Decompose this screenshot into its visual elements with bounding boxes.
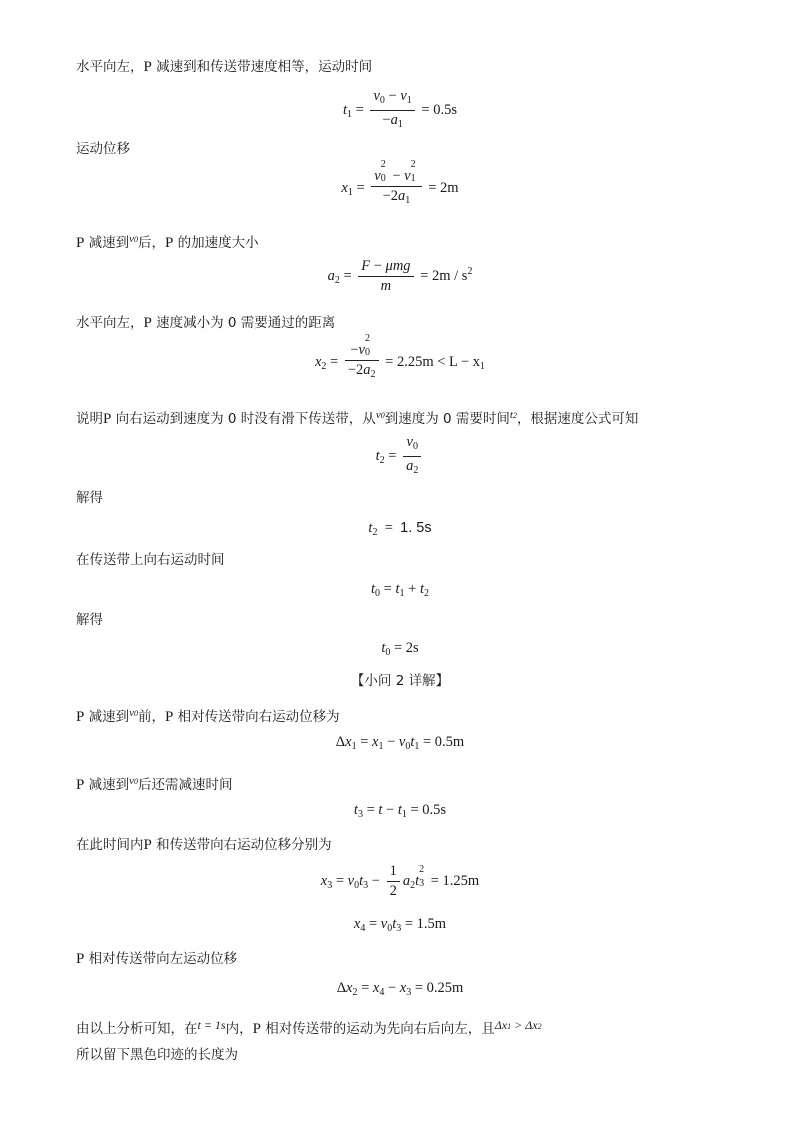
symbol-p: P [76,709,85,725]
symbol-p: P [76,235,85,251]
subscript: 0 [134,777,139,786]
fraction: $\frac{\text{F − μmg}}{m}$ [358,258,413,295]
equation-value: 1. 5s [400,520,432,536]
subscript: 0 [134,709,139,718]
text: 解得 [76,490,103,506]
fraction: $\frac{1}{2}$ [387,863,400,900]
text: 后， [138,235,166,251]
equation-delta-x2: $\Delta x_2 = x_4 - x_3 = 0.25m$ [336,980,464,998]
text: 相对传送带的运动为先向右后向左，且 [260,1021,495,1037]
text-line-6 [76,489,103,507]
equation-value: = 0.5s [410,802,447,818]
text: 水平向左， [76,315,144,331]
text: 说明 [76,411,103,427]
text: 运动位移 [76,141,130,157]
equation-t1: $t_1$ = $\frac{v_0 - v_1}{-a_1}$ = 0.5s [0,88,800,133]
fraction: v 2 0 − v 2 1 $-2a_1$ [371,168,421,209]
equation-x1: $x_1$ = v 2 0 − v 2 1 $-2a_1$ = 2m [0,168,800,209]
text-line-8 [76,611,103,629]
equation-t2-value: $t_2 = 1$. 5s [368,520,432,538]
text-line-10 [76,772,233,794]
text: 和传送带向右运动位移分别为 [151,837,332,853]
text-line-14 [76,1046,238,1064]
text: 减速到 [84,235,130,251]
symbol-p: P [165,235,174,251]
equation-t0-value: $t_0 = 2s$ [381,640,419,658]
text: 解得 [76,612,103,628]
equation-value: = 2s [393,640,419,656]
symbol-t-eq-1s: t = 1s [197,1018,226,1032]
subscript: 2 [512,411,517,420]
text-line-4 [76,314,335,332]
text: 由以上分析可知，在 [76,1021,198,1037]
fraction: −v 2 0 $-2a_2$ [345,342,379,383]
text-line-1 [76,58,372,76]
section-title: 【小问 2 详解】 [350,673,450,689]
equation-delta-x1: $\Delta x_1 = x_1 - v_0t_1 = 0.5m$ [335,734,465,752]
symbol-v: v [375,409,381,421]
text-line-7 [76,551,225,569]
symbol-p: P [143,315,152,331]
text: ，根据速度公式可知 [516,411,639,427]
text: 速度减小为 0 需要通过的距离 [151,315,336,331]
equation-t3: $t_3 = t - t_1 = 0.5s$ [353,802,447,820]
fraction: $\frac{v_0}{a_2}$ [403,434,421,479]
symbol-p: P [76,777,85,793]
text: 减速到和传送带速度相等，运动时间 [151,59,373,75]
text-line-5 [76,406,638,428]
text: 减速到 [84,709,130,725]
text-line-11 [76,836,332,854]
text: 前， [138,709,166,725]
text: 内， [225,1021,253,1037]
symbol-p: P [103,411,112,427]
symbol-p: P [76,951,85,967]
text: 在传送带上向右运动时间 [76,552,225,568]
text: 减速到 [84,777,130,793]
symbol-v: v [129,775,135,787]
equation-value: = 2m / s [420,267,468,284]
text: 在此时间内 [76,837,144,853]
text-line-13: 由以上分析可知，在t = 1s内，P 相对传送带的运动为先向右后向左，且Δx1 > Δx2 [76,1018,542,1037]
text: 的加速度大小 [173,235,259,251]
symbol-t: t [509,409,513,421]
equation-value: = 1.5m [404,916,447,932]
equation-x4: $x_4 = v_0t_3 = 1.5m$ [353,916,447,934]
text: 相对传送带向右运动位移为 [173,709,340,725]
equation-t2-formula: $t_2$ = $\frac{v_0}{a_2}$ [0,434,800,479]
equation-value: = 2.25m < L − x [385,353,481,370]
equation-value: = 0.5s [421,101,457,118]
symbol-p: P [143,59,152,75]
symbol-p: P [252,1021,261,1037]
equation-x3: $x_3 = v_0t_3$ − $\frac{1}{2}$ $a_2t$ 2 3 = 1.25m [320,863,480,899]
equation-value: = 2m [428,179,459,196]
equation-t0-formula: $t_0 = t_1 + t_2$ [371,581,429,599]
equation-x2: $x_2$ = −v 2 0 $-2a_2$ = $2.25m < L - x_1$ [0,342,800,383]
symbol-v: v [129,233,135,245]
symbol-p: P [143,837,152,853]
text-line-12 [76,950,237,968]
equation-value: = 1.25m [430,872,480,889]
symbol-p: P [165,709,174,725]
fraction: $\frac{v_0 - v_1}{-a_1}$ [370,88,414,133]
text: 所以留下黑色印迹的长度为 [76,1047,238,1063]
equation-value: = 0.5m [422,734,465,750]
text: 水平向左， [76,59,144,75]
subscript: 0 [380,411,385,420]
equation-value: = 0.25m [414,980,464,996]
symbol-v: v [129,707,135,719]
text: 相对传送带向左运动位移 [84,951,238,967]
text: 向右运动到速度为 0 时没有滑下传送带，从 [111,411,376,427]
text: 到速度为 0 需要时间 [384,411,510,427]
text-line-3 [76,230,259,252]
text-line-2 [76,140,130,158]
text: 后还需减速时间 [138,777,233,793]
equation-a2: $a_2$ = $\frac{\text{F − μmg}}{m}$ = $2m / s^2$ [327,258,473,294]
text-line-9 [76,704,340,726]
subscript: 0 [134,235,139,244]
